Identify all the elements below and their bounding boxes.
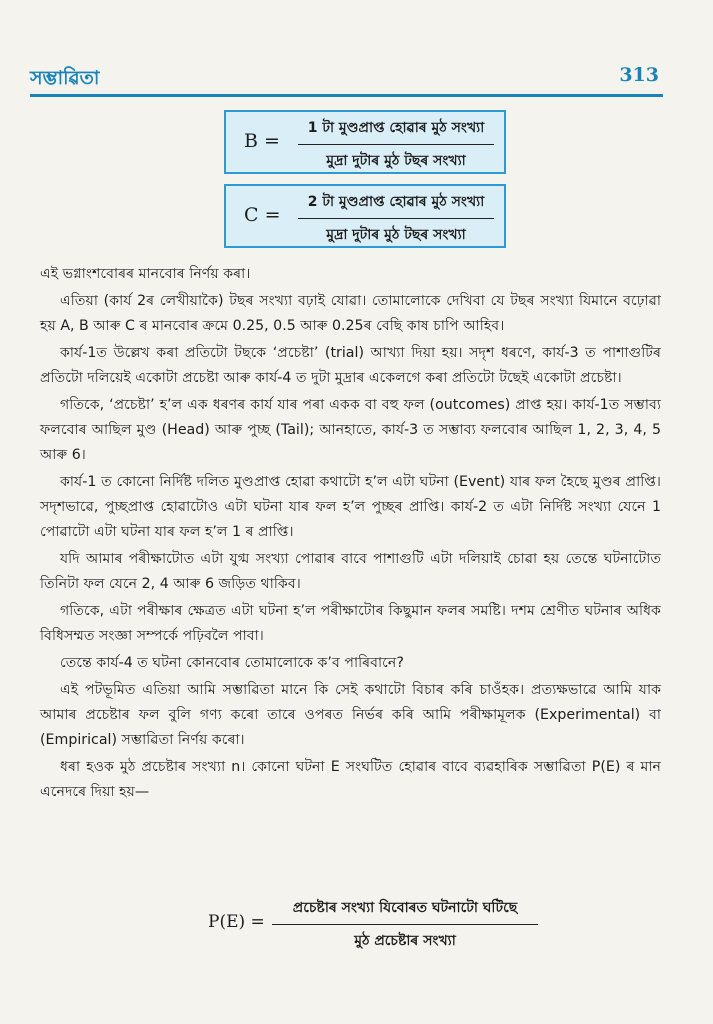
formula-denominator: মুঠ প্ৰচেষ্টাৰ সংখ্যা: [354, 933, 456, 949]
page-number: 313: [619, 64, 659, 86]
fraction-b-denominator: মুদ্ৰা দুটাৰ মুঠ টছৰ সংখ্যা: [326, 153, 466, 169]
paragraph: যদি আমাৰ পৰীক্ষাটোত এটা যুগ্ম সংখ্যা পোৱাৰ বাবে পাশাগুটি এটা দলিয়াই চোৱা হয় তেন্তে ঘটনাটোত তিনিটা ফল যেনে 2, 4 আৰু 6 জড়িত থাকিব।: [40, 551, 661, 592]
chapter-title: সম্ভাৱিতা: [30, 67, 100, 89]
fraction-c-denominator: মুদ্ৰা দুটাৰ মুঠ টছৰ সংখ্যা: [326, 227, 466, 243]
formula-lhs: P(E) =: [208, 912, 265, 932]
paragraph: গতিকে, এটা পৰীক্ষাৰ ক্ষেত্ৰত এটা ঘটনা হ’ল পৰীক্ষাটোৰ কিছুমান ফলৰ সমষ্টি। দশম শ্ৰেণীত ঘটনাৰ অধিক বিধিসম্মত সংজ্ঞা সম্পৰ্কে পঢ়িবলৈ পাবা।: [40, 603, 661, 644]
probability-formula: [208, 892, 538, 956]
paragraph: এই পটভূমিত এতিয়া আমি সম্ভাৱিতা মানে কি সেই কথাটো বিচাৰ কৰি চাওঁহক। প্ৰত্যক্ষভাৱে আমি যাক আমাৰ প্ৰচেষ্টাৰ ফল বুলি গণ্য কৰো তাৰে ওপৰত নিৰ্ভৰ কৰি আমি পৰীক্ষামূলক (Experimental) বা (Empirical) সম্ভাৱিতা নিৰ্ণয় কৰো।: [40, 682, 661, 748]
formula-numerator: প্ৰচেষ্টাৰ সংখ্যা যিবোৰত ঘটনাটো ঘটিছে: [272, 896, 538, 925]
paragraph: কাৰ্য-1 ত কোনো নিৰ্দিষ্ট দলিত মুণ্ডপ্ৰাপ্ত হোৱা কথাটো হ’ল এটা ঘটনা (Event) যাৰ ফল হৈছে মুণ্ডৰ প্ৰাপ্তি। সদৃশভাৱে, পুচ্ছপ্ৰাপ্ত হোৱাটোও এটা ঘটনা যাৰ ফল হ’ল পুচ্ছৰ প্ৰাপ্তি। কাৰ্য-2 ত এটা নিৰ্দিষ্ট সংখ্যা যেনে 1 পোৱাটো এটা ঘটনা যাৰ ফল হ’ল 1 ৰ প্ৰাপ্তি।: [40, 474, 661, 540]
fraction-b-numerator: 1 টা মুণ্ডপ্ৰাপ্ত হোৱাৰ মুঠ সংখ্যা: [298, 116, 494, 145]
fraction-b: [298, 116, 494, 173]
fraction-box-c: [224, 184, 506, 248]
paragraph: এতিয়া (কাৰ্য 2ৰ লেখীয়াকৈ) টছৰ সংখ্যা বঢ়াই যোৱা। তোমালোকে দেখিবা যে টছৰ সংখ্যা যিমানে বঢ়োৱা হয় A, B আৰু C ৰ মানবোৰ ক্ৰমে 0.25, 0.5 আৰু 0.25ৰ বেছি কাষ চাপি আহিব।: [40, 293, 661, 334]
page-header: [30, 60, 663, 98]
paragraph: গতিকে, ‘প্ৰচেষ্টা’ হ’ল এক ধৰণৰ কাৰ্য যাৰ পৰা একক বা বহু ফল (outcomes) প্ৰাপ্ত হয়। কাৰ্য-1ত সম্ভাব্য ফলবোৰ আছিল মুণ্ড (Head) আৰু পুচ্ছ (Tail); আনহাতে, কাৰ্য-3 ত সম্ভাব্য ফলবোৰ আছিল 1, 2, 3, 4, 5 আৰু 6।: [40, 397, 661, 463]
formula-fraction: [272, 896, 538, 953]
body-text: [40, 262, 661, 807]
paragraph: তেন্তে কাৰ্য-4 ত ঘটনা কোনবোৰ তোমালোকে ক’ব পাৰিবানে?: [60, 655, 404, 671]
paragraph: এই ভগ্নাংশবোৰৰ মানবোৰ নিৰ্ণয় কৰা।: [40, 266, 251, 282]
fraction-c-lhs: C =: [244, 204, 281, 226]
fraction-b-lhs: B =: [244, 130, 280, 152]
fraction-c: [298, 190, 494, 247]
fraction-box-b: [224, 110, 506, 174]
header-rule: [30, 94, 663, 97]
paragraph: কাৰ্য-1ত উল্লেখ কৰা প্ৰতিটো টছকে ‘প্ৰচেষ্টা’ (trial) আখ্যা দিয়া হয়। সদৃশ ধৰণে, কাৰ্য-3 ত পাশাগুটিৰ প্ৰতিটো দলিয়েই একোটা প্ৰচেষ্টা আৰু কাৰ্য-4 ত দুটা মুদ্ৰাৰ একেলগে কৰা প্ৰতিটো টছেই একোটা প্ৰচেষ্টা।: [40, 345, 661, 386]
paragraph: ধৰা হওক মুঠ প্ৰচেষ্টাৰ সংখ্যা n। কোনো ঘটনা E সংঘটিত হোৱাৰ বাবে ব্যৱহাৰিক সম্ভাৱিতা P(E) ৰ মান এনেদৰে দিয়া হয়—: [40, 759, 661, 800]
fraction-c-numerator: 2 টা মুণ্ডপ্ৰাপ্ত হোৱাৰ মুঠ সংখ্যা: [298, 190, 494, 219]
